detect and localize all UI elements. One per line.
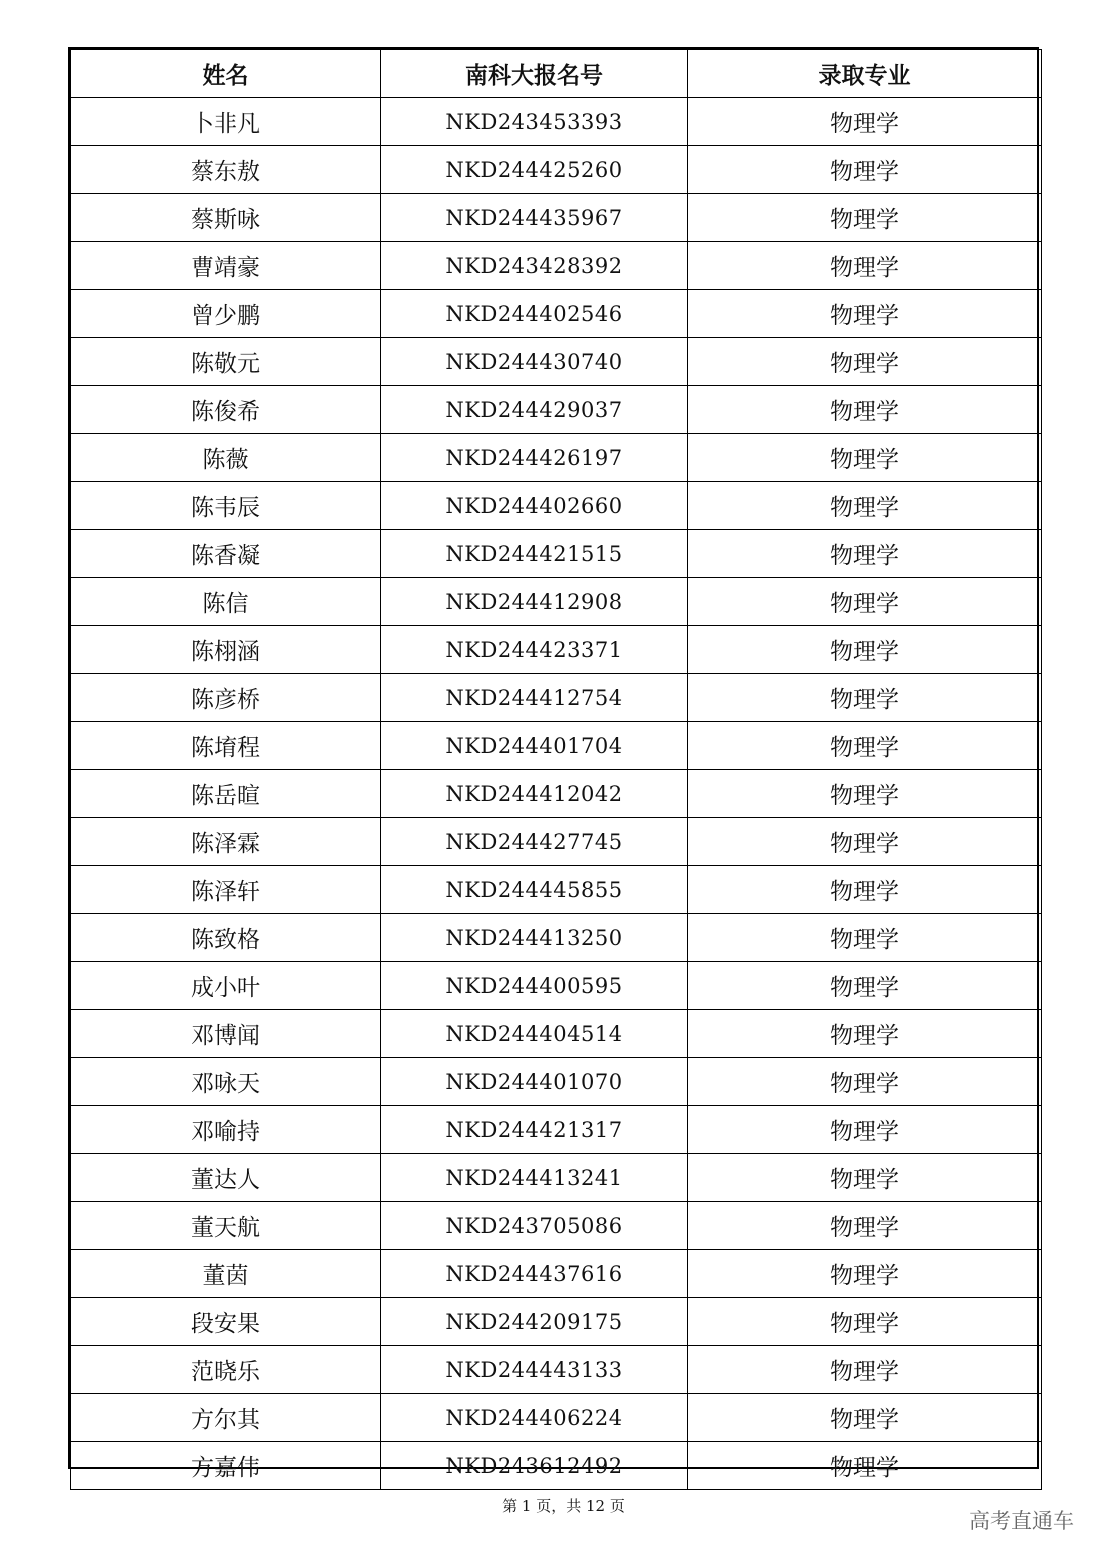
table-row	[71, 242, 1042, 290]
cell-name: 邓博闻	[71, 1010, 381, 1058]
table-row	[71, 482, 1042, 530]
cell-major: 物理学	[688, 1346, 1042, 1394]
cell-registration-id: NKD244401704	[381, 722, 688, 770]
cell-name: 蔡东敖	[71, 146, 381, 194]
cell-registration-id: NKD244421515	[381, 530, 688, 578]
cell-registration-id: NKD244402660	[381, 482, 688, 530]
watermark-text: 高考直通车	[969, 1509, 1074, 1533]
cell-name: 成小叶	[71, 962, 381, 1010]
cell-major: 物理学	[688, 386, 1042, 434]
cell-major: 物理学	[688, 1106, 1042, 1154]
cell-registration-id: NKD244402546	[381, 290, 688, 338]
cell-name: 陈俊希	[71, 386, 381, 434]
cell-registration-id: NKD244413241	[381, 1154, 688, 1202]
table-row	[71, 674, 1042, 722]
cell-major: 物理学	[688, 146, 1042, 194]
cell-registration-id: NKD243612492	[381, 1442, 688, 1490]
table-row	[71, 1202, 1042, 1250]
page-number: 第 1 页，共 12 页	[502, 1497, 625, 1515]
cell-major: 物理学	[688, 482, 1042, 530]
table-row	[71, 434, 1042, 482]
cell-major: 物理学	[688, 1058, 1042, 1106]
table-row	[71, 914, 1042, 962]
cell-registration-id: NKD244437616	[381, 1250, 688, 1298]
cell-registration-id: NKD244400595	[381, 962, 688, 1010]
cell-registration-id: NKD244412908	[381, 578, 688, 626]
table-row	[71, 386, 1042, 434]
table-row	[71, 98, 1042, 146]
table-row	[71, 722, 1042, 770]
admission-table	[70, 49, 1042, 1490]
cell-name: 陈敬元	[71, 338, 381, 386]
cell-name: 陈泽霖	[71, 818, 381, 866]
cell-registration-id: NKD244421317	[381, 1106, 688, 1154]
cell-name: 邓咏天	[71, 1058, 381, 1106]
cell-major: 物理学	[688, 722, 1042, 770]
cell-major: 物理学	[688, 674, 1042, 722]
cell-name: 董达人	[71, 1154, 381, 1202]
table-row	[71, 962, 1042, 1010]
cell-major: 物理学	[688, 1154, 1042, 1202]
table-row	[71, 146, 1042, 194]
cell-name: 曾少鹏	[71, 290, 381, 338]
header-major: 录取专业	[688, 50, 1042, 98]
table-row	[71, 194, 1042, 242]
table-row	[71, 338, 1042, 386]
cell-major: 物理学	[688, 1202, 1042, 1250]
cell-registration-id: NKD244413250	[381, 914, 688, 962]
cell-major: 物理学	[688, 338, 1042, 386]
table-row	[71, 1298, 1042, 1346]
cell-registration-id: NKD244426197	[381, 434, 688, 482]
cell-name: 陈香凝	[71, 530, 381, 578]
cell-major: 物理学	[688, 1010, 1042, 1058]
cell-registration-id: NKD244435967	[381, 194, 688, 242]
cell-major: 物理学	[688, 578, 1042, 626]
table-row	[71, 1250, 1042, 1298]
cell-name: 陈泽轩	[71, 866, 381, 914]
cell-registration-id: NKD243428392	[381, 242, 688, 290]
cell-major: 物理学	[688, 914, 1042, 962]
table-row	[71, 1442, 1042, 1490]
cell-registration-id: NKD244209175	[381, 1298, 688, 1346]
table-row	[71, 1394, 1042, 1442]
cell-major: 物理学	[688, 626, 1042, 674]
cell-name: 邓喻持	[71, 1106, 381, 1154]
cell-major: 物理学	[688, 1394, 1042, 1442]
cell-major: 物理学	[688, 770, 1042, 818]
cell-major: 物理学	[688, 290, 1042, 338]
cell-name: 陈韦辰	[71, 482, 381, 530]
cell-registration-id: NKD244425260	[381, 146, 688, 194]
cell-registration-id: NKD244443133	[381, 1346, 688, 1394]
cell-registration-id: NKD244445855	[381, 866, 688, 914]
header-registration-id: 南科大报名号	[381, 50, 688, 98]
cell-registration-id: NKD244404514	[381, 1010, 688, 1058]
table-row	[71, 530, 1042, 578]
table-row	[71, 290, 1042, 338]
cell-name: 蔡斯咏	[71, 194, 381, 242]
cell-registration-id: NKD244427745	[381, 818, 688, 866]
cell-name: 陈岳暄	[71, 770, 381, 818]
table-row	[71, 1058, 1042, 1106]
cell-registration-id: NKD244401070	[381, 1058, 688, 1106]
cell-major: 物理学	[688, 818, 1042, 866]
cell-major: 物理学	[688, 1298, 1042, 1346]
cell-name: 范晓乐	[71, 1346, 381, 1394]
table-row	[71, 866, 1042, 914]
cell-name: 卜非凡	[71, 98, 381, 146]
cell-registration-id: NKD244406224	[381, 1394, 688, 1442]
table-row	[71, 818, 1042, 866]
cell-name: 董茵	[71, 1250, 381, 1298]
cell-major: 物理学	[688, 962, 1042, 1010]
cell-name: 方尔其	[71, 1394, 381, 1442]
header-name: 姓名	[71, 50, 381, 98]
table-row	[71, 578, 1042, 626]
cell-name: 陈致格	[71, 914, 381, 962]
cell-registration-id: NKD244412754	[381, 674, 688, 722]
table-row	[71, 770, 1042, 818]
cell-registration-id: NKD244430740	[381, 338, 688, 386]
cell-name: 陈信	[71, 578, 381, 626]
cell-name: 段安果	[71, 1298, 381, 1346]
cell-major: 物理学	[688, 242, 1042, 290]
table-header-row	[71, 50, 1042, 98]
cell-name: 曹靖豪	[71, 242, 381, 290]
table-row	[71, 1346, 1042, 1394]
cell-major: 物理学	[688, 194, 1042, 242]
table-body	[71, 98, 1042, 1490]
admission-table-container	[68, 47, 1039, 1481]
cell-major: 物理学	[688, 1442, 1042, 1490]
table-row	[71, 626, 1042, 674]
table-row	[71, 1154, 1042, 1202]
cell-name: 方嘉伟	[71, 1442, 381, 1490]
cell-name: 陈栩涵	[71, 626, 381, 674]
cell-name: 陈彦桥	[71, 674, 381, 722]
cell-registration-id: NKD243453393	[381, 98, 688, 146]
cell-major: 物理学	[688, 1250, 1042, 1298]
cell-name: 陈堉程	[71, 722, 381, 770]
cell-registration-id: NKD244423371	[381, 626, 688, 674]
cell-registration-id: NKD244412042	[381, 770, 688, 818]
cell-registration-id: NKD243705086	[381, 1202, 688, 1250]
table-row	[71, 1106, 1042, 1154]
cell-name: 董天航	[71, 1202, 381, 1250]
cell-major: 物理学	[688, 98, 1042, 146]
table-row	[71, 1010, 1042, 1058]
cell-name: 陈薇	[71, 434, 381, 482]
cell-major: 物理学	[688, 434, 1042, 482]
cell-registration-id: NKD244429037	[381, 386, 688, 434]
cell-major: 物理学	[688, 530, 1042, 578]
cell-major: 物理学	[688, 866, 1042, 914]
